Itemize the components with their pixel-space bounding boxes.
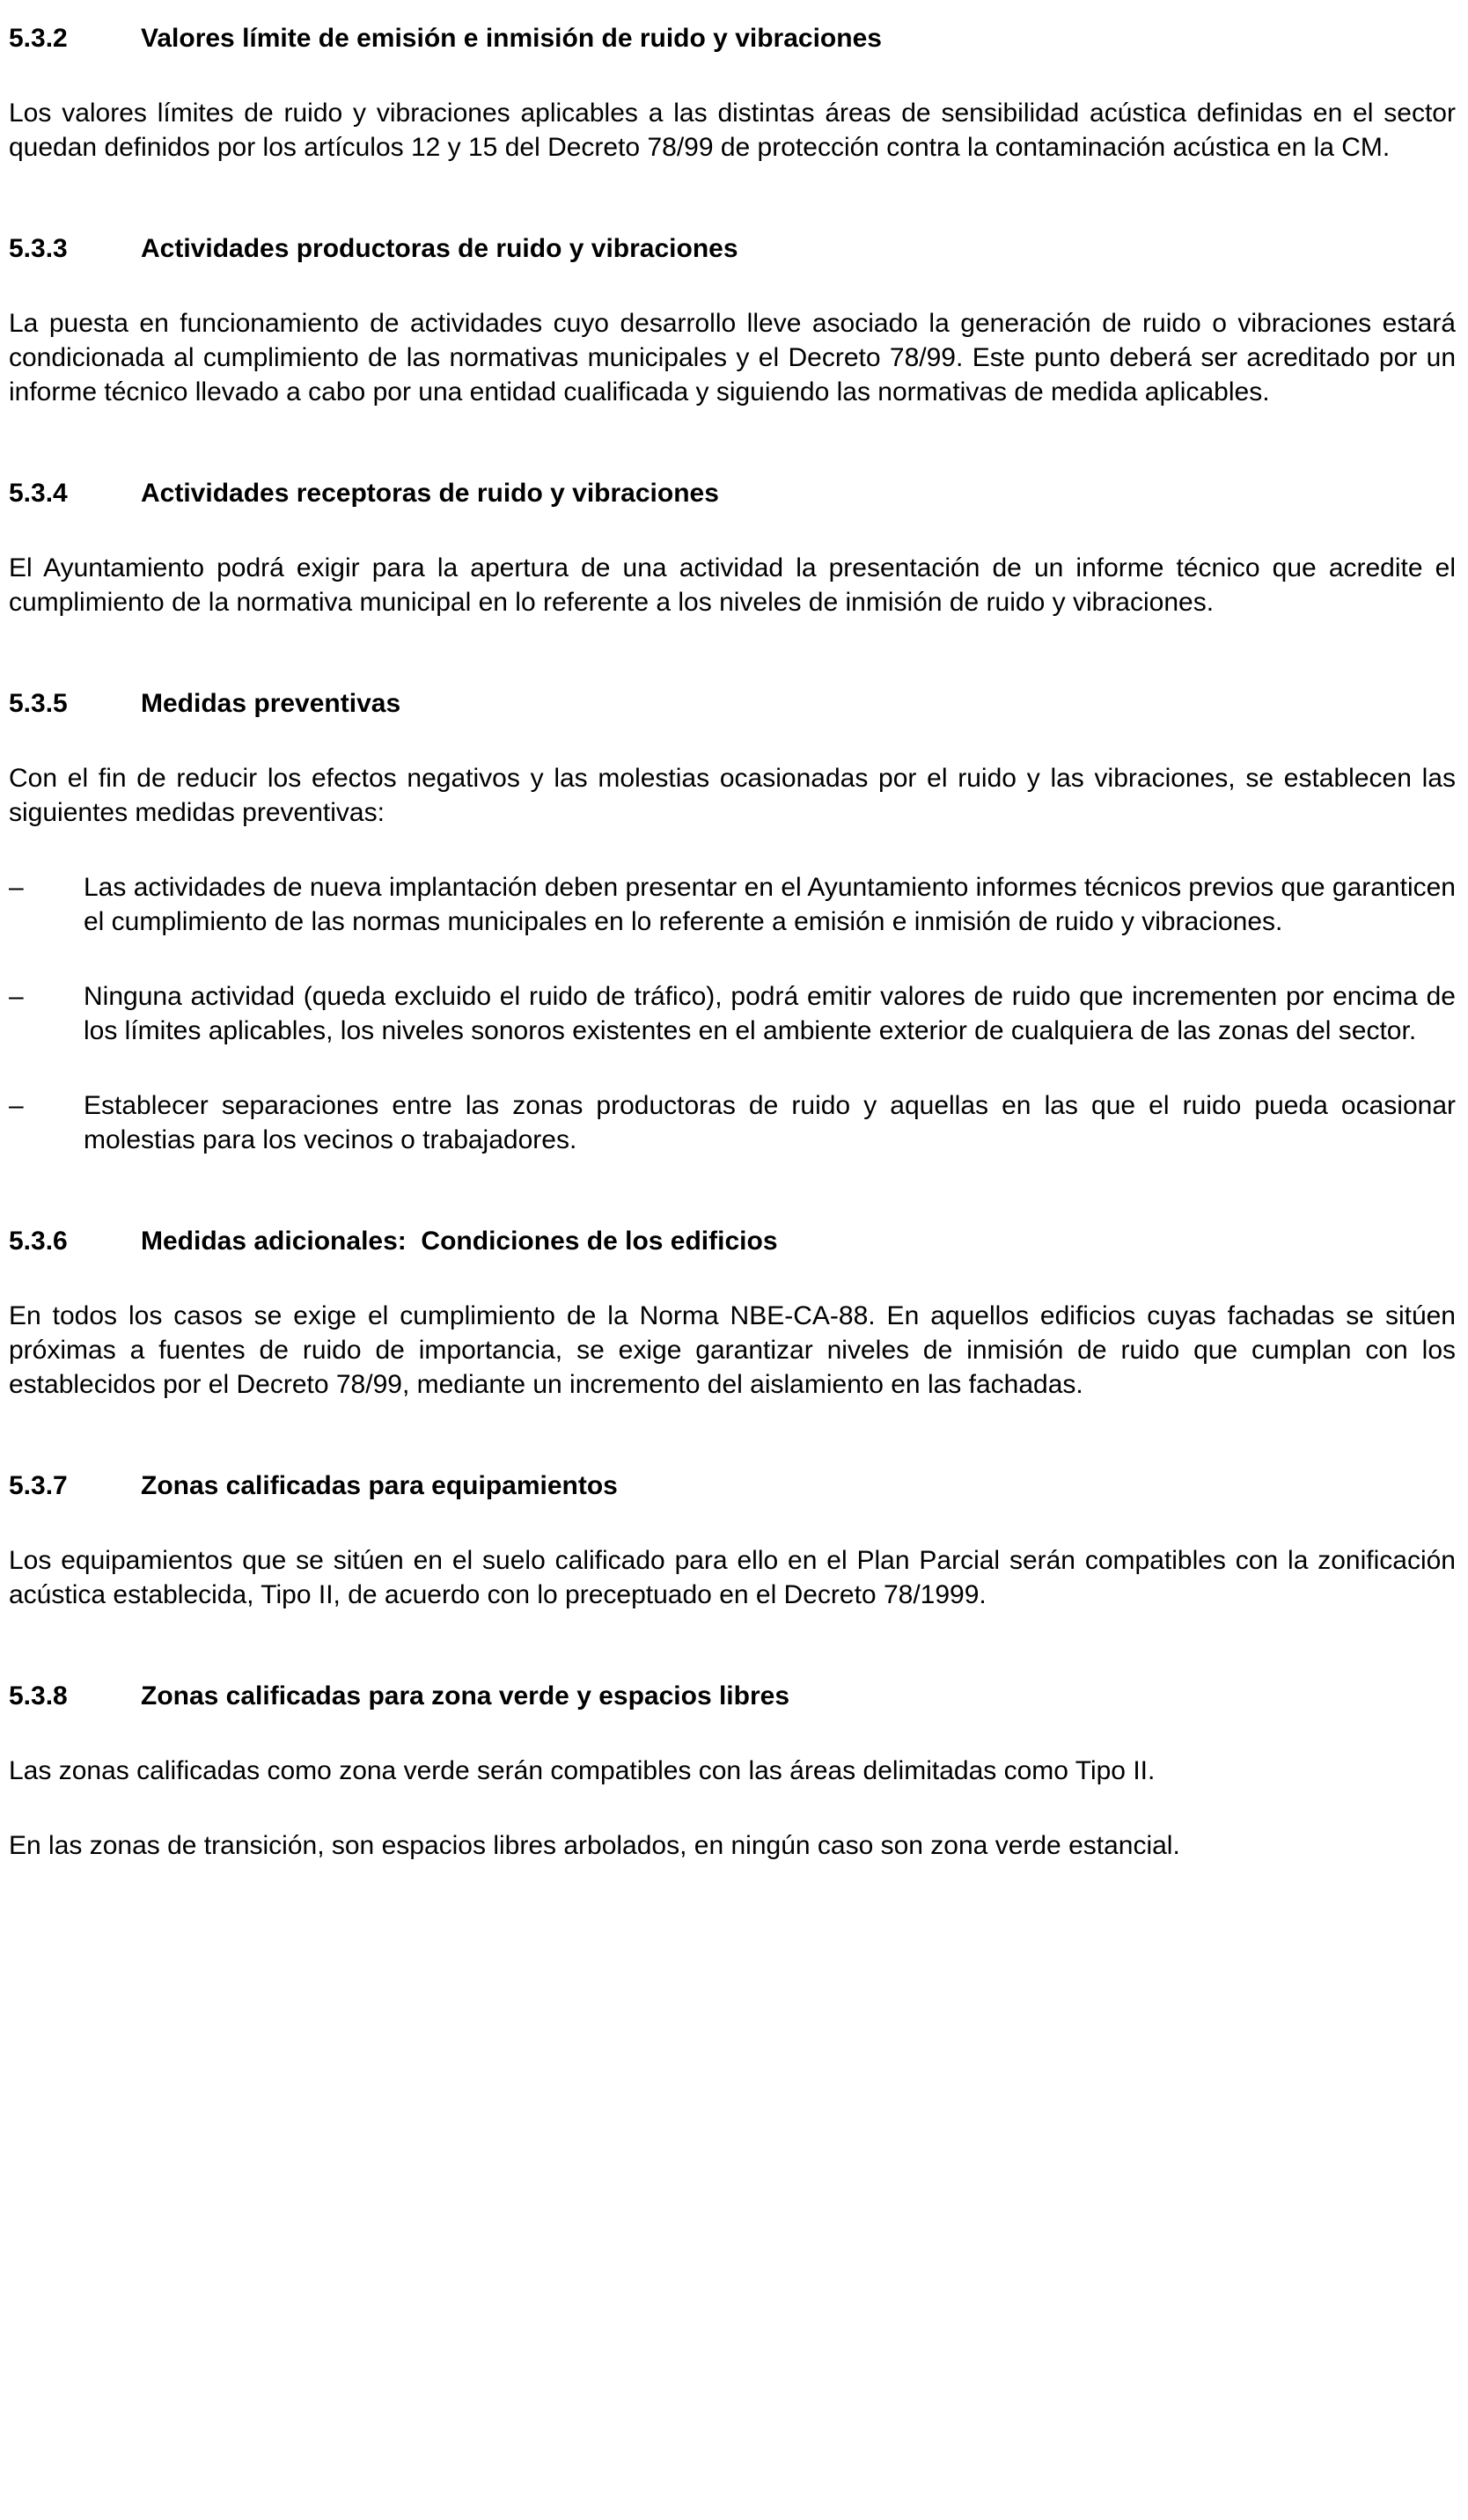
section [9, 476, 1456, 619]
list-item-text: Establecer separaciones entre las zonas productoras de ruido y aquellas en las que el ruido pueda ocasionar molestias para los vecinos o trabajadores. [84, 1091, 1456, 1154]
section [9, 1469, 1456, 1612]
paragraph: La puesta en funcionamiento de actividades cuyo desarrollo lleve asociado la generación de ruido o vibraciones estará condicionada al cumplimiento de las normativas municipales y el Decreto 78/99. Este punto deberá ser acreditado por un informe técnico llevado a cabo por una entidad cualificada y siguiendo las normativas de medida aplicables. [9, 309, 1456, 407]
section [9, 21, 1456, 165]
dash-bullet-icon: – [9, 982, 24, 1011]
section-number: 5.3.7 [9, 1471, 68, 1500]
paragraph: Las zonas calificadas como zona verde serán compatibles con las áreas delimitadas como Tipo II. [9, 1756, 1156, 1785]
section-heading [9, 686, 1456, 721]
list-item [9, 870, 1456, 939]
section-number: 5.3.5 [9, 689, 68, 718]
section-number: 5.3.8 [9, 1681, 68, 1711]
section-number: 5.3.2 [9, 24, 68, 53]
section-title: Medidas adicionales: Condiciones de los edificios [141, 1227, 778, 1256]
section-heading [9, 476, 1456, 510]
section-heading [9, 1224, 1456, 1258]
section-heading [9, 1679, 1456, 1713]
list-item [9, 1088, 1456, 1157]
list-item-text: Las actividades de nueva implantación deben presentar en el Ayuntamiento informes técnicos previos que garanticen el cumplimiento de las normas municipales en lo referente a emisión e inmisión de ruido y vibraciones. [84, 873, 1456, 936]
section [9, 1679, 1456, 1863]
section [9, 231, 1456, 409]
section-number: 5.3.4 [9, 479, 68, 508]
section-number: 5.3.6 [9, 1227, 68, 1256]
dash-bullet-icon: – [9, 873, 24, 902]
section [9, 686, 1456, 1157]
paragraph: El Ayuntamiento podrá exigir para la apertura de una actividad la presentación de un informe técnico que acredite el cumplimiento de la normativa municipal en lo referente a los niveles de inmisión de ruido y vibraciones. [9, 553, 1456, 617]
paragraph: En todos los casos se exige el cumplimiento de la Norma NBE-CA-88. En aquellos edificios cuyas fachadas se sitúen próximas a fuentes de ruido de importancia, se exige garantizar niveles de inmisión de ruido que cumplan con los establecidos por el Decreto 78/99, mediante un incremento del aislamiento en las fachadas. [9, 1301, 1456, 1399]
section [9, 1224, 1456, 1402]
section-heading [9, 1469, 1456, 1503]
paragraph: En las zonas de transición, son espacios libres arbolados, en ningún caso son zona verde estancial. [9, 1831, 1180, 1860]
section-title: Actividades productoras de ruido y vibraciones [141, 234, 738, 263]
paragraph: Los equipamientos que se sitúen en el suelo calificado para ello en el Plan Parcial serán compatibles con la zonificación acústica establecida, Tipo II, de acuerdo con lo preceptuado en el Decreto 78/1999. [9, 1546, 1456, 1609]
dash-bullet-icon: – [9, 1091, 24, 1120]
paragraph: Con el fin de reducir los efectos negativos y las molestias ocasionadas por el ruido y las vibraciones, se establecen las siguientes medidas preventivas: [9, 764, 1456, 827]
section-title: Actividades receptoras de ruido y vibraciones [141, 479, 719, 508]
section-title: Medidas preventivas [141, 689, 401, 718]
paragraph: Los valores límites de ruido y vibraciones aplicables a las distintas áreas de sensibilidad acústica definidas en el sector quedan definidos por los artículos 12 y 15 del Decreto 78/99 de protección contra la contaminación acústica en la CM. [9, 99, 1456, 162]
section-title: Zonas calificadas para zona verde y espacios libres [141, 1681, 790, 1711]
section-number: 5.3.3 [9, 234, 68, 263]
list-item [9, 979, 1456, 1048]
section-title: Valores límite de emisión e inmisión de ruido y vibraciones [141, 24, 882, 53]
section-heading [9, 21, 1456, 55]
section-title: Zonas calificadas para equipamientos [141, 1471, 618, 1500]
document-body [9, 21, 1456, 1863]
section-heading [9, 231, 1456, 266]
list-item-text: Ninguna actividad (queda excluido el ruido de tráfico), podrá emitir valores de ruido que incrementen por encima de los límites aplicables, los niveles sonoros existentes en el ambiente exterior de cualquiera de las zonas del sector. [84, 982, 1456, 1045]
